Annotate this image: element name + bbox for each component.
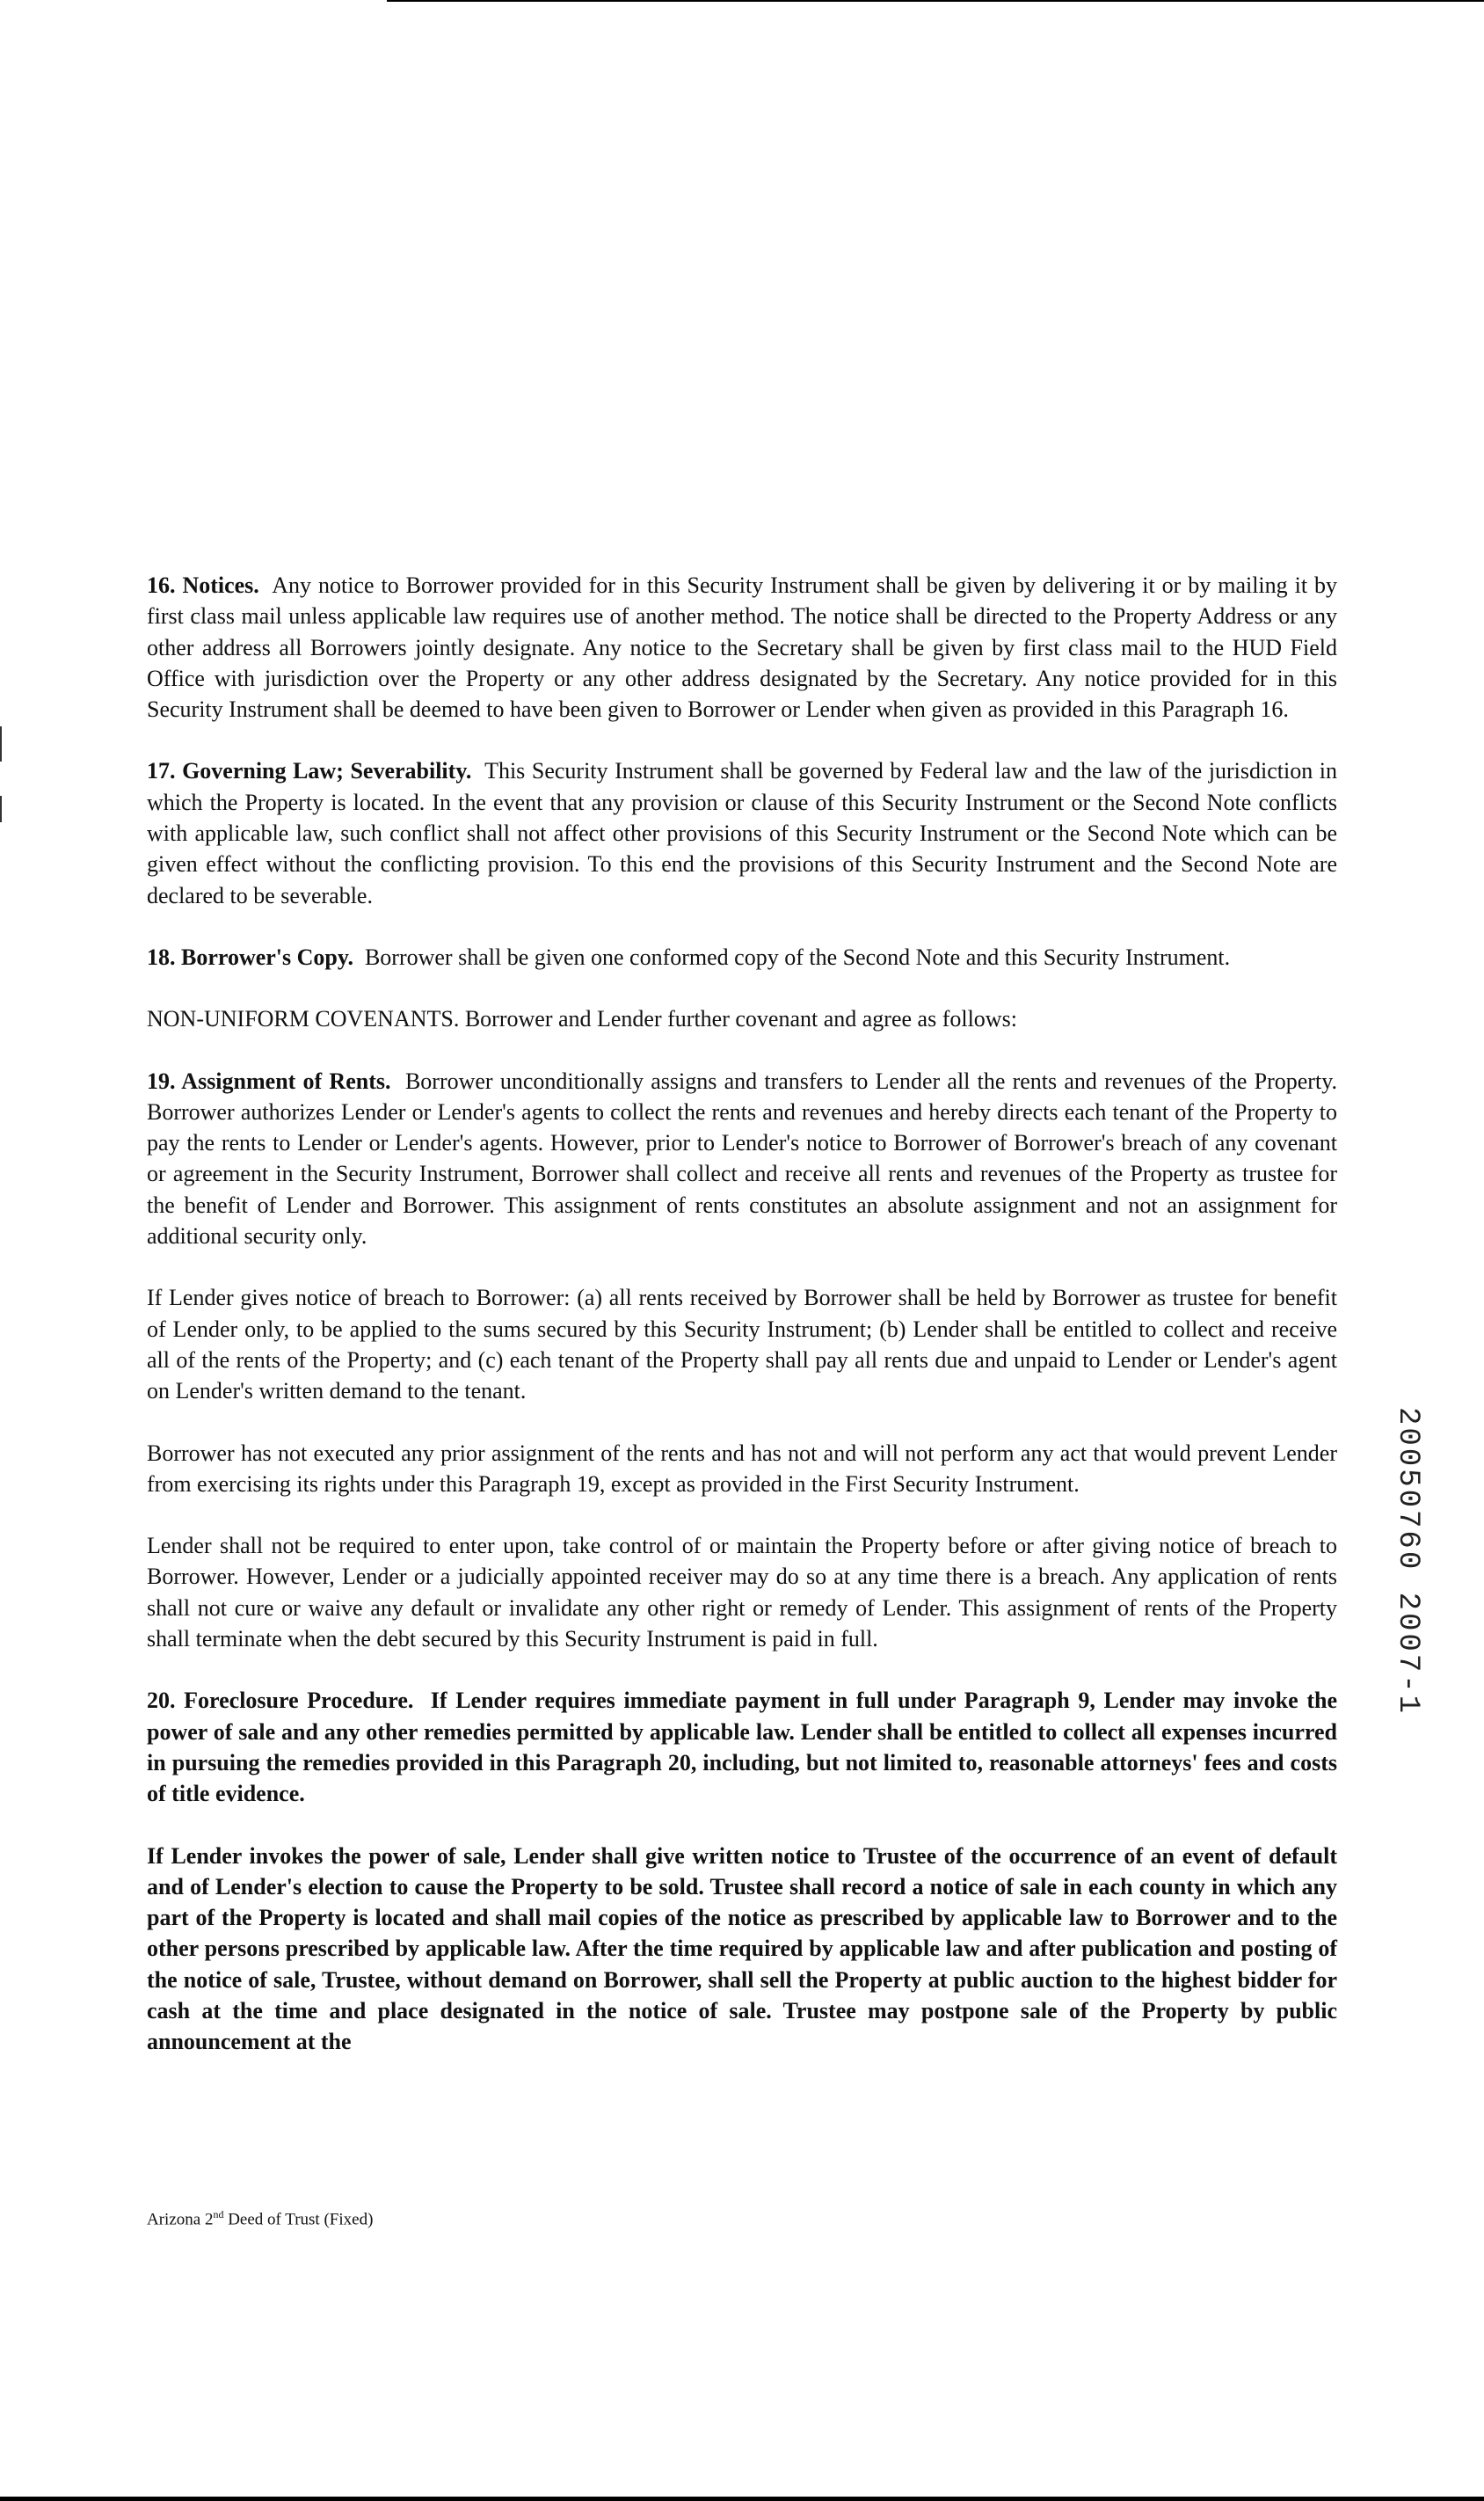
scan-edge-bottom: [0, 2497, 1484, 2501]
paragraph-text: Borrower shall be given one conformed copy of the Second Note and this Security Instrument.: [364, 944, 1231, 970]
document-body: [147, 570, 1337, 2089]
paragraph-19-prior-assignment: [147, 1438, 1337, 1500]
page-footer: [147, 2204, 373, 2230]
paragraph-text: If Lender invokes the power of sale, Lender shall give written notice to Trustee of the occurrence of an event of default and of Lender's election to cause the Property to be sold. Trustee shall record a notice of sale in each county in which any part of the Property is located and shall mail copies of the notice as prescribed by applicable law to Borrower and to the other persons prescribed by applicable law. After the time required by applicable law and after publication and posting of the notice of sale, Trustee, without demand on Borrower, shall sell the Property at public auction to the highest bidder for cash at the time and place designated in the notice of sale. Trustee may postpone sale of the Property by public announcement at the: [147, 1842, 1337, 2055]
recording-number-stamp: 20050760 2007-1: [1391, 1407, 1424, 1717]
paragraph-text: If Lender requires immediate payment in full under Paragraph 9, Lender may invoke the power of sale and any other remedies permitted by applicable law. Lender shall be entitled to collect all expenses incurred in pursuing the remedies provided in this Paragraph 20, including, but not limited to, reasonable attorneys' fees and costs of title evidence.: [147, 1688, 1337, 1807]
footer-suffix: Deed of Trust (Fixed): [223, 2210, 374, 2229]
paragraph-text: If Lender gives notice of breach to Borrower: (a) all rents received by Borrower shall be held by Borrower as trustee for benefit of Lender only, to be applied to the sums secured by this Security Instrument; (b) Lender shall be entitled to collect and receive all of the rents of the Property; and (c) each tenant of the Property shall pay all rents due and unpaid to Lender or Lender's agent on Lender's written demand to the tenant.: [147, 1285, 1337, 1404]
paragraph-heading: 18. Borrower's Copy.: [147, 944, 353, 970]
paragraph-text: Borrower unconditionally assigns and transfers to Lender all the rents and revenues of the Property. Borrower authorizes Lender or Lender's agents to collect the rents and revenues and hereby directs each tenant of the Property to pay the rents to Lender or Lender's agents. However, prior to Lender's notice to Borrower of Borrower's breach of any covenant or agreement in the Security Instrument, Borrower shall collect and receive all rents and revenues of the Property as trustee for the benefit of Lender and Borrower. This assignment of rents constitutes an absolute assignment and not an assignment for additional security only.: [147, 1068, 1338, 1250]
paragraph-19-control: [147, 1530, 1337, 1654]
paragraph-text: NON-UNIFORM COVENANTS. Borrower and Lender further covenant and agree as follows:: [147, 1006, 1017, 1032]
footer-prefix: Arizona 2: [147, 2210, 214, 2229]
paragraph-18: [147, 942, 1337, 973]
paragraph-heading: 19. Assignment of Rents.: [147, 1068, 391, 1094]
paragraph-heading: 16. Notices.: [147, 572, 259, 598]
paragraph-20: [147, 1685, 1337, 1809]
paragraph-19: [147, 1066, 1337, 1252]
paragraph-text: This Security Instrument shall be governed by Federal law and the law of the jurisdiction in which the Property is located. In the event that any provision or clause of this Security Instrument or the Second Note conflicts with applicable law, such conflict shall not affect other provisions of this Security Instrument or the Second Note which can be given effect without the conflicting provision. To this end the provisions of this Security Instrument and the Second Note are declared to be severable.: [147, 758, 1338, 908]
paragraph-16: [147, 570, 1337, 725]
paragraph-17: [147, 755, 1337, 910]
paragraph-text: Lender shall not be required to enter upon, take control of or maintain the Property before or after giving notice of breach to Borrower. However, Lender or a judicially appointed receiver may do so at any time there is a breach. Any application of rents shall not cure or waive any default or invalidate any other right or remedy of Lender. This assignment of rents of the Property shall terminate when the debt secured by this Security Instrument is paid in full.: [147, 1533, 1337, 1652]
non-uniform-covenants: [147, 1003, 1337, 1034]
paragraph-heading: 20. Foreclosure Procedure.: [147, 1688, 414, 1714]
scan-edge-top: [387, 0, 1484, 2]
paragraph-19-breach: [147, 1282, 1337, 1406]
paragraph-heading: 17. Governing Law; Severability.: [147, 758, 472, 784]
paragraph-text: Borrower has not executed any prior assignment of the rents and has not and will not perform any act that would prevent Lender from exercising its rights under this Paragraph 19, except as provided in the First Security Instrument.: [147, 1440, 1337, 1497]
paragraph-20-power-of-sale: [147, 1841, 1337, 2058]
scan-mark: [0, 796, 2, 822]
paragraph-text: Any notice to Borrower provided for in this Security Instrument shall be given by delivering it or by mailing it by first class mail unless applicable law requires use of another method. The notice shall be directed to the Property Address or any other address all Borrowers jointly designate. Any notice to the Secretary shall be given by first class mail to the HUD Field Office with jurisdiction over the Property or any other address designated by the Secretary. Any notice provided for in this Security Instrument shall be deemed to have been given to Borrower or Lender when given as provided in this Paragraph 16.: [147, 572, 1337, 723]
scan-mark: [0, 726, 2, 762]
footer-superscript: nd: [213, 2208, 224, 2220]
